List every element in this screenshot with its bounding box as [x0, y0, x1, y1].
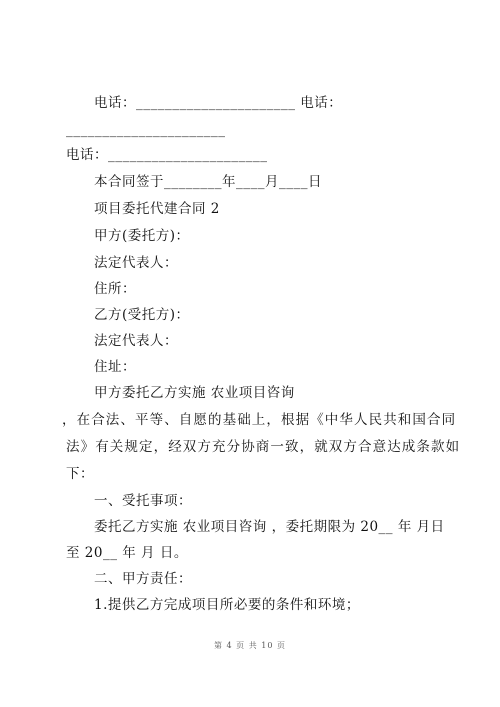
- commission-intro: 甲方委托乙方实施 农业项目咨询: [94, 385, 295, 401]
- party-b-label: 乙方(受托方)：: [94, 307, 190, 323]
- section-heading-2: 二、甲方责任：: [94, 571, 192, 587]
- party-a-address: 住所：: [94, 281, 136, 297]
- paragraph-line: 下：: [66, 466, 94, 482]
- page-number: 第 4 页 共 10 页: [214, 641, 286, 650]
- party-b-representative: 法定代表人：: [94, 333, 178, 349]
- party-b-address: 住址：: [94, 359, 136, 375]
- section-1-body-continuation: 至 20__ 年 月 日。: [66, 545, 188, 561]
- phone-line-1: 电话：______________________ 电话：: [94, 95, 343, 111]
- section-1-body: 委托乙方实施 农业项目咨询 ，委托期限为 20__ 年 月日: [94, 519, 445, 535]
- section-heading-1: 一、受托事项：: [94, 493, 192, 509]
- contract-title: 项目委托代建合同 2: [94, 201, 220, 217]
- signing-date-line: 本合同签于________年____月____日: [94, 174, 322, 190]
- paragraph-line: 法》有关规定，经双方充分协商一致，就双方合意达成条款如: [66, 439, 461, 455]
- phone-line-2: 电话：______________________: [66, 147, 268, 163]
- party-a-representative: 法定代表人：: [94, 255, 178, 271]
- party-a-label: 甲方(委托方)：: [94, 228, 190, 244]
- section-2-item-1: 1.提供乙方完成项目所必要的条件和环境；: [94, 597, 360, 613]
- phone-line-1-continuation: ______________________: [66, 122, 226, 138]
- paragraph-line: ，在合法、平等、自愿的基础上，根据《中华人民共和国合同: [62, 412, 457, 428]
